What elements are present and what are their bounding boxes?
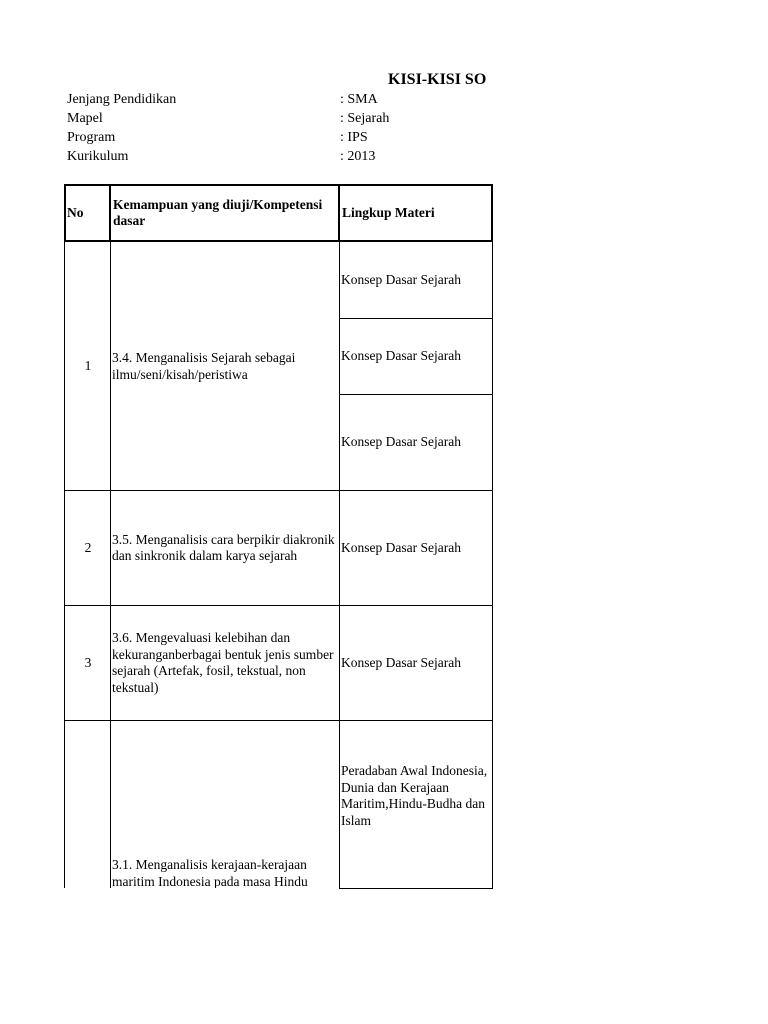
body-right-border <box>492 242 493 888</box>
header-left-border <box>64 184 66 242</box>
row-number: 3 <box>84 654 92 670</box>
table-row-4-kemampuan <box>112 857 338 888</box>
header-kemampuan-label: Kemampuan yang diuji/Kompetensi dasar <box>113 196 323 228</box>
kompetensi-text: 3.1. Menganalisis kerajaan-kerajaan maritim Indonesia pada masa Hindu <box>112 857 308 888</box>
kompetensi-text: 3.6. Mengevaluasi kelebihan dan kekuranganberbagai bentuk jenis sumber sejarah (Artefak, fosil, tekstual, non tekstual) <box>112 630 334 695</box>
table-row-2-kemampuan <box>112 491 336 605</box>
lingkup-text: Konsep Dasar Sejarah <box>341 434 461 450</box>
table-row-1-lingkup-1 <box>341 243 491 318</box>
kompetensi-text: 3.5. Menganalisis cara berpikir diakronik dan sinkronik dalam karya sejarah <box>112 531 335 563</box>
meta-value: : SMA <box>340 92 378 107</box>
table-row-4-lingkup <box>341 763 491 873</box>
header-lingkup <box>342 186 490 240</box>
meta-label: Mapel <box>67 111 103 126</box>
table-row-3-kemampuan <box>112 606 334 720</box>
meta-value: : 2013 <box>340 149 376 164</box>
body-left-border <box>64 242 65 888</box>
row-number: 1 <box>84 358 92 374</box>
lingkup-text: Peradaban Awal Indonesia, Dunia dan Kerajaan Maritim,Hindu-Budha dan Islam <box>341 763 488 828</box>
meta-label: Jenjang Pendidikan <box>67 92 177 107</box>
document-title: KISI-KISI SO <box>388 71 487 88</box>
header-bottom-border <box>64 240 493 242</box>
meta-value: : Sejarah <box>340 111 390 126</box>
subrow-separator <box>339 888 493 889</box>
table-row-3-no <box>66 606 110 720</box>
lingkup-text: Konsep Dasar Sejarah <box>341 539 461 555</box>
table-row-2-lingkup <box>341 491 491 605</box>
meta-label: Program <box>67 130 116 145</box>
body-divider-1 <box>110 242 111 888</box>
header-lingkup-label: Lingkup Materi <box>342 204 435 220</box>
table-row-1-lingkup-3 <box>341 395 491 490</box>
table-row-3-lingkup <box>341 606 491 720</box>
meta-label: Kurikulum <box>67 149 129 164</box>
body-divider-2 <box>339 242 340 888</box>
header-right-border <box>491 184 493 242</box>
kompetensi-text: 3.4. Menganalisis Sejarah sebagai ilmu/seni/kisah/peristiwa <box>112 350 296 382</box>
lingkup-text: Konsep Dasar Sejarah <box>341 654 461 670</box>
header-divider-1 <box>109 184 111 242</box>
table-row-1-lingkup-2 <box>341 319 491 394</box>
lingkup-text: Konsep Dasar Sejarah <box>341 272 461 288</box>
row-number: 2 <box>84 539 92 555</box>
row-separator <box>64 720 493 721</box>
header-kemampuan <box>113 186 337 240</box>
table-row-2-no <box>66 491 110 605</box>
table-row-1-no <box>66 243 110 490</box>
table-row-1-kemampuan <box>112 243 338 490</box>
lingkup-text: Konsep Dasar Sejarah <box>341 348 461 364</box>
meta-value: : IPS <box>340 130 368 145</box>
header-divider-2 <box>338 184 340 242</box>
header-no <box>67 186 109 240</box>
header-no-label: No <box>67 204 84 220</box>
